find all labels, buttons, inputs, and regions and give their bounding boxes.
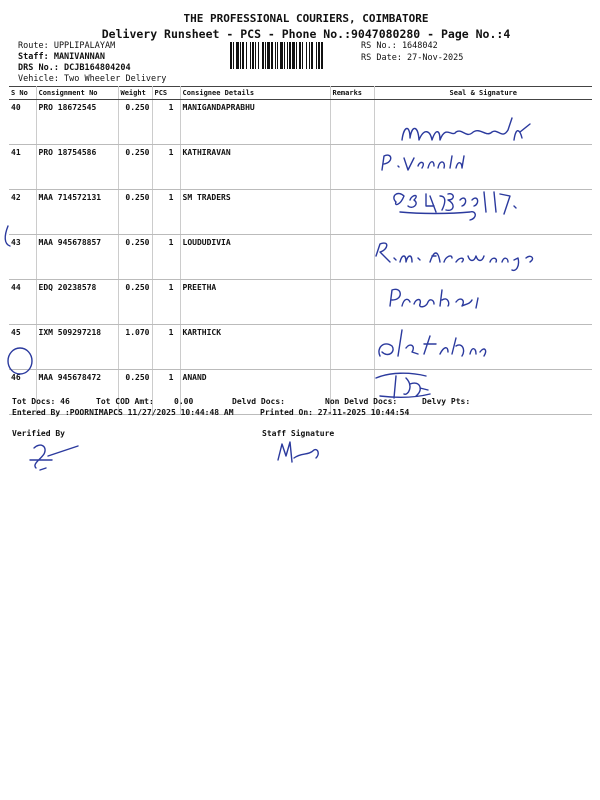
row-sno: 41 [9,145,36,190]
row-pcs: 1 [152,190,180,235]
barcode-bar [252,42,254,69]
row-remarks [330,145,374,190]
row-weight: 0.250 [118,370,152,415]
barcode-bar [246,42,247,69]
barcode-bar [306,42,307,69]
barcode-bar [311,42,313,69]
table-header-row [9,87,592,100]
barcode-bar [289,42,291,69]
row-consignee: SM TRADERS [180,190,330,235]
drs-label: DRS No.: DCJB164804204 [18,63,131,73]
barcode-bar [255,42,256,69]
barcode-bar [318,42,320,69]
barcode [230,42,356,69]
row-pcs: 1 [152,325,180,370]
row-consignment: MAA 945678857 [36,235,118,280]
total-cod-value: 0.00 [174,397,194,406]
row-sno: 45 [9,325,36,370]
verified-signature [30,445,78,470]
document-subtitle: Delivery Runsheet - PCS - Phone No.:9047080280 - Page No.:4 [101,27,511,41]
column-header-remarks: Remarks [330,87,374,100]
barcode-bar [262,42,264,69]
table-row [9,145,592,190]
row-weight: 0.250 [118,190,152,235]
barcode-bar [267,42,270,69]
barcode-bar [309,42,310,69]
barcode-bar [302,42,303,69]
route-label: Route: UPPLIPALAYAM [18,41,116,51]
barcode-bar [292,42,295,69]
barcode-bar [287,42,288,69]
row-sno: 43 [9,235,36,280]
row-signature [374,280,592,325]
row-consignee: PREETHA [180,280,330,325]
row-remarks [330,100,374,145]
total-cod-label: Tot COD Amt: [96,397,154,406]
row-pcs: 1 [152,145,180,190]
row-weight: 0.250 [118,280,152,325]
delivery-points: Delvy Pts: [422,397,471,406]
row-consignee: LOUDUDIVIA [180,235,330,280]
row-consignee: KATHIRAVAN [180,145,330,190]
column-header-pcs: PCS [152,87,180,100]
staff-signature-label: Staff Signature [262,429,335,438]
column-header-consignee: Consignee Details [180,87,330,100]
non-delivered-docs: Non Delvd Docs: [325,397,398,406]
row-consignment: PRO 18754586 [36,145,118,190]
barcode-bar [265,42,266,69]
row-sno: 40 [9,100,36,145]
rs-number: RS No.: 1648042 [361,41,438,51]
row-pcs: 1 [152,280,180,325]
entered-by: Entered By :POORNIMAPCS 11/27/2025 10:44:48 AM [12,408,234,417]
runsheet-table [9,86,592,415]
barcode-bar [230,42,232,69]
row-remarks [330,190,374,235]
barcode-bar [271,42,273,69]
barcode-bar [284,42,285,69]
staff-signature [278,442,318,462]
verified-by-label: Verified By [12,429,65,438]
row-consignment: PRO 18672545 [36,100,118,145]
row-sno: 42 [9,190,36,235]
delivered-docs: Delvd Docs: [232,397,285,406]
row-weight: 0.250 [118,100,152,145]
row-signature [374,145,592,190]
barcode-bar [316,42,317,69]
barcode-bar [299,42,301,69]
vehicle-label: Vehicle: Two Wheeler Delivery [18,74,167,84]
table-row [9,100,592,145]
row-remarks [330,280,374,325]
row-consignee: KARTHICK [180,325,330,370]
row-pcs: 1 [152,370,180,415]
barcode-bar [258,42,259,69]
barcode-bar [233,42,234,69]
row-signature [374,235,592,280]
barcode-bar [250,42,251,69]
column-header-weight: Weight [118,87,152,100]
row-consignment: EDQ 20238578 [36,280,118,325]
row-pcs: 1 [152,100,180,145]
row-pcs: 1 [152,235,180,280]
row-signature [374,325,592,370]
table-row [9,235,592,280]
row-remarks [330,325,374,370]
row-weight: 1.070 [118,325,152,370]
row-sno: 44 [9,280,36,325]
row-consignment: MAA 714572131 [36,190,118,235]
barcode-bar [236,42,239,69]
row-weight: 0.250 [118,145,152,190]
table-row [9,325,592,370]
row-consignment: IXM 509297218 [36,325,118,370]
table-row [9,190,592,235]
barcode-bar [321,42,323,69]
row-signature [374,100,592,145]
rs-date: RS Date: 27-Nov-2025 [361,53,464,63]
table-row [9,280,592,325]
barcode-bar [275,42,276,69]
row-weight: 0.250 [118,235,152,280]
total-docs: Tot Docs: 46 [12,397,70,406]
staff-label: Staff: MANIVANNAN [18,52,105,62]
row-consignee: ANAND [180,370,330,415]
row-sno: 46 [9,370,36,415]
barcode-bar [277,42,278,69]
barcode-bar [242,42,244,69]
column-header-sno: S No [9,87,36,100]
row-signature [374,190,592,235]
barcode-bar [296,42,297,69]
column-header-consignment: Consignment No [36,87,118,100]
row-consignee: MANIGANDAPRABHU [180,100,330,145]
row-remarks [330,235,374,280]
barcode-bar [280,42,283,69]
column-header-signature: Seal & Signature [374,87,592,100]
printed-on: Printed On: 27-11-2025 10:44:54 [260,408,410,417]
row-consignment: MAA 945678472 [36,370,118,415]
barcode-bar [240,42,241,69]
document-title: THE PROFESSIONAL COURIERS, COIMBATORE [183,12,429,25]
